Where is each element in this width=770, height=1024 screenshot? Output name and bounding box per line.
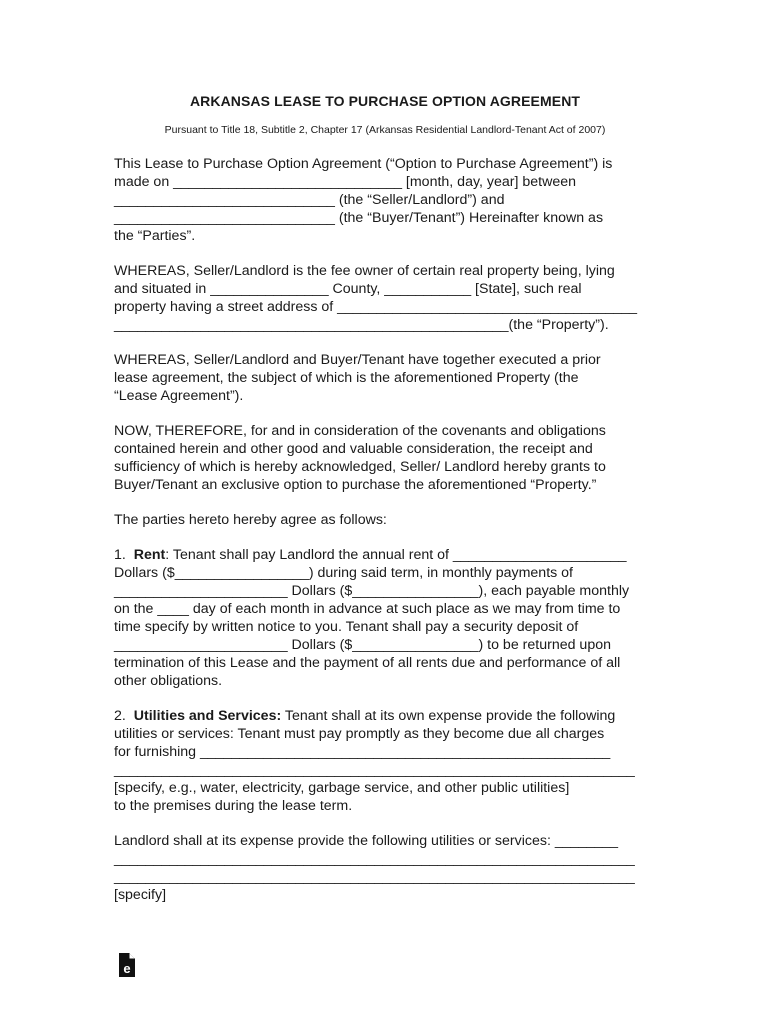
utilities-first-line-text: Tenant shall at its own expense provide the following xyxy=(281,708,616,724)
now-therefore-line: contained herein and other good and valuable consideration, the receipt and xyxy=(114,441,593,457)
document-body xyxy=(114,155,674,921)
whereas-line: “Lease Agreement”). xyxy=(114,388,244,404)
svg-text:e: e xyxy=(123,961,131,976)
utilities-number: 2. xyxy=(114,708,126,724)
rent-number: 1. xyxy=(114,547,126,563)
intro-line: made on _____________________________ [month, day, year] between xyxy=(114,174,577,190)
document-title: ARKANSAS LEASE TO PURCHASE OPTION AGREEMENT xyxy=(189,93,581,109)
whereas-line: WHEREAS, Seller/Landlord is the fee owner of certain real property being, lying xyxy=(114,263,615,279)
now-therefore-line: Buyer/Tenant an exclusive option to purchase the aforementioned “Property.” xyxy=(114,477,597,493)
rent-line: Dollars ($_________________) during said term, in monthly payments of xyxy=(114,565,574,581)
rent-line: time specify by written notice to you. Tenant shall pay a security deposit of xyxy=(114,619,579,635)
rent-heading: Rent xyxy=(133,547,166,563)
intro-line: the “Parties”. xyxy=(114,228,196,244)
utilities-line: [specify, e.g., water, electricity, garbage service, and other public utilities] xyxy=(114,780,570,796)
whereas-line: WHEREAS, Seller/Landlord and Buyer/Tenant have together executed a prior xyxy=(114,352,601,368)
whereas-line: __________________________________________________(the “Property”). xyxy=(114,317,609,333)
rent-section xyxy=(114,546,674,690)
utilities-section xyxy=(114,707,674,815)
landlord-utilities-line: [specify] xyxy=(114,887,167,903)
intro-line: ____________________________ (the “Seller/Landlord”) and xyxy=(114,192,505,208)
rent-line: other obligations. xyxy=(114,673,223,689)
landlord-utilities-line: __________________________________________________________________ xyxy=(114,869,635,885)
eforms-logo-icon xyxy=(117,952,137,978)
utilities-line: for furnishing ____________________________________________________ xyxy=(114,744,611,760)
agree-intro xyxy=(114,511,674,529)
document-subtitle: Pursuant to Title 18, Subtitle 2, Chapter 17 (Arkansas Residential Landlord-Tenant Act of 2007) xyxy=(164,124,606,136)
rent-line: ______________________ Dollars ($________________), each payable monthly xyxy=(114,583,630,599)
now-therefore-line: sufficiency of which is hereby acknowledged, Seller/ Landlord hereby grants to xyxy=(114,459,606,475)
rent-line: on the ____ day of each month in advance at such place as we may from time to xyxy=(114,601,621,617)
utilities-line: to the premises during the lease term. xyxy=(114,798,353,814)
whereas-paragraph-2 xyxy=(114,351,674,405)
utilities-line: __________________________________________________________________ xyxy=(114,762,635,778)
whereas-line: and situated in _______________ County, ___________ [State], such real xyxy=(114,281,582,297)
utilities-line: utilities or services: Tenant must pay promptly as they become due all charges xyxy=(114,726,605,742)
now-therefore-line: NOW, THEREFORE, for and in consideration of the covenants and obligations xyxy=(114,423,606,439)
whereas-line: property having a street address of ______________________________________ xyxy=(114,299,638,315)
rent-first-line-text: : Tenant shall pay Landlord the annual rent of ______________________ xyxy=(165,547,627,563)
utilities-heading: Utilities and Services: xyxy=(133,708,282,724)
agree-intro-line: The parties hereto hereby agree as follows: xyxy=(114,512,387,528)
landlord-utilities-section xyxy=(114,832,674,904)
whereas-paragraph-1 xyxy=(114,262,674,334)
rent-line: termination of this Lease and the payment of all rents due and performance of all xyxy=(114,655,621,671)
now-therefore-paragraph xyxy=(114,422,674,494)
utilities-first-line xyxy=(114,707,674,725)
whereas-line: lease agreement, the subject of which is the aforementioned Property (the xyxy=(114,370,579,386)
intro-paragraph xyxy=(114,155,674,245)
landlord-utilities-line: __________________________________________________________________ xyxy=(114,851,635,867)
rent-line: ______________________ Dollars ($________________) to be returned upon xyxy=(114,637,611,653)
intro-line: This Lease to Purchase Option Agreement (“Option to Purchase Agreement”) is xyxy=(114,156,613,172)
intro-line: ____________________________ (the “Buyer/Tenant”) Hereinafter known as xyxy=(114,210,604,226)
rent-first-line xyxy=(114,546,674,564)
landlord-utilities-line: Landlord shall at its expense provide the following utilities or services: ________ xyxy=(114,833,618,849)
